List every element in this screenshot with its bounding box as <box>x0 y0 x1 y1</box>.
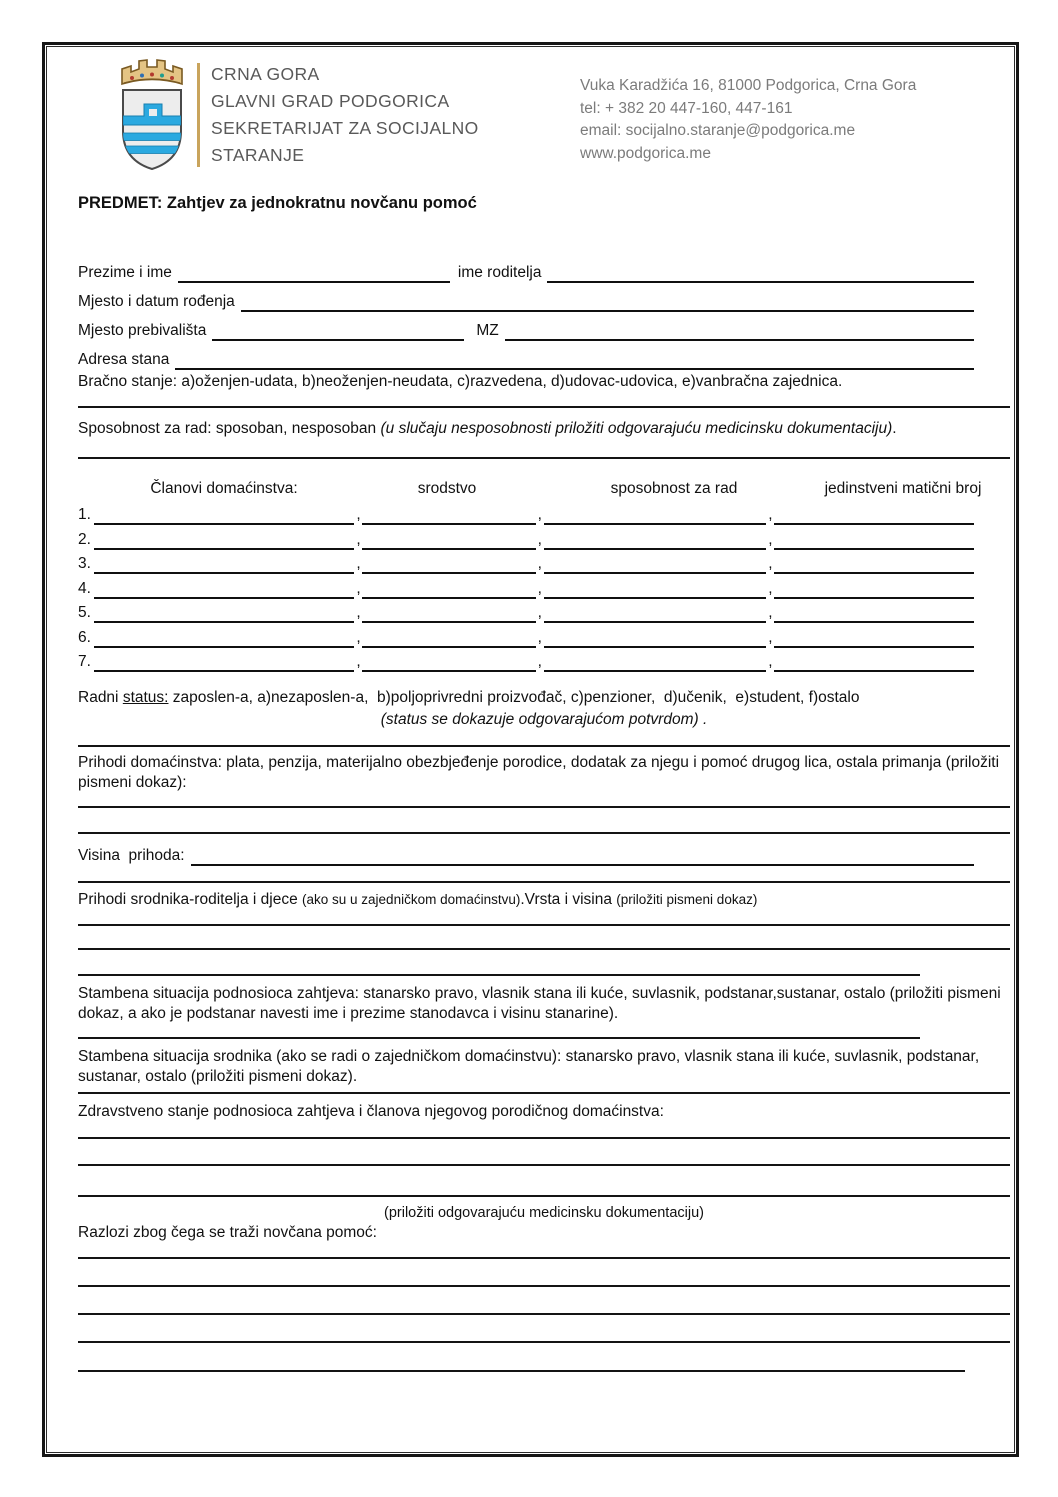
blank-write-line <box>78 948 1010 950</box>
household-row <box>78 525 1010 550</box>
ability-fill-line <box>544 575 767 599</box>
mz-label: MZ <box>476 322 499 340</box>
member-name-fill-line <box>94 599 354 623</box>
separator: , <box>356 579 361 597</box>
separator: , <box>537 506 542 524</box>
row-number: 7. <box>78 653 91 671</box>
work-status-prefix: Radni <box>78 689 123 707</box>
id-number-fill-line <box>774 624 974 648</box>
kinship-fill-line <box>362 575 535 599</box>
row-number: 3. <box>78 555 91 573</box>
separator: , <box>768 628 773 646</box>
income-amount-label: Visina prihoda: <box>78 846 185 864</box>
parent-name-fill-line <box>547 259 974 283</box>
separator: , <box>768 604 773 622</box>
blank-write-line <box>78 1370 965 1372</box>
separator: , <box>356 604 361 622</box>
separator: , <box>356 555 361 573</box>
ability-fill-line <box>544 648 767 672</box>
work-status-options: zaposlen-a, a)nezaposlen-a, b)poljoprivredni proizvođač, c)penzioner, d)učenik, e)student, f)ostalo <box>168 689 860 707</box>
blank-write-line <box>78 1313 1010 1315</box>
health-status-text: Zdravstveno stanje podnosioca zahtjeva i članova njegovog porodičnog domaćinstva: <box>78 1102 664 1120</box>
separator: , <box>356 506 361 524</box>
id-number-fill-line <box>774 575 974 599</box>
household-income-text: Prihodi domaćinstva: plata, penzija, materijalno obezbjeđenje porodice, dodatak za njegu i pomoć drugog lica, ostala primanja (priložiti pismeni dokaz): <box>78 753 1004 791</box>
id-number-fill-line <box>774 599 974 623</box>
blank-write-line <box>78 832 1010 834</box>
blank-write-line <box>78 1341 1010 1343</box>
address-row <box>78 343 974 370</box>
org-line: SEKRETARIJAT ZA SOCIJALNO <box>211 118 479 138</box>
logo-divider <box>197 63 200 167</box>
kinship-fill-line <box>362 648 535 672</box>
blank-write-line <box>78 924 1010 926</box>
work-status-word: status: <box>122 689 169 707</box>
member-name-fill-line <box>94 501 354 525</box>
separator: , <box>356 530 361 548</box>
name-row <box>78 256 974 283</box>
address-fill-line <box>175 346 974 370</box>
residence-row <box>78 314 974 341</box>
id-number-fill-line <box>774 526 974 550</box>
household-rows <box>78 501 1010 673</box>
org-line: STARANJE <box>211 145 305 165</box>
household-row <box>78 648 1010 673</box>
housing-relatives-text: Stambena situacija srodnika (ako se radi o zajedničkom domaćinstvu): stanarsko pravo, vlasnik stana ili kuće, suvlasnik, podstanar, sustanar, ostalo (priložiti pismeni dokaz). <box>78 1048 984 1085</box>
org-name-block <box>211 61 479 169</box>
blank-write-line <box>78 1137 1010 1139</box>
income-amount-fill-line <box>191 842 974 866</box>
member-name-fill-line <box>94 550 354 574</box>
id-number-fill-line <box>774 648 974 672</box>
id-number-fill-line <box>774 501 974 525</box>
reasons-label: Razlozi zbog čega se traži novčana pomoć: <box>78 1224 377 1242</box>
blank-write-line <box>78 1285 1010 1287</box>
relatives-income-p2: .Vrsta i visina <box>520 890 617 908</box>
household-col-ability: sposobnost za rad <box>610 479 738 497</box>
org-line: GLAVNI GRAD PODGORICA <box>211 91 450 111</box>
residence-fill-line <box>212 317 464 341</box>
row-number: 6. <box>78 628 91 646</box>
member-name-fill-line <box>94 648 354 672</box>
separator: , <box>356 628 361 646</box>
separator: , <box>768 530 773 548</box>
podgorica-coat-of-arms-icon <box>114 57 190 181</box>
separator: , <box>537 530 542 548</box>
relatives-income-note2: (priložiti pismeni dokaz) <box>616 891 758 907</box>
contact-address: Vuka Karadžića 16, 81000 Podgorica, Crna Gora <box>580 77 917 94</box>
parent-name-label: ime roditelja <box>457 264 542 282</box>
kinship-fill-line <box>362 550 535 574</box>
separator: , <box>537 555 542 573</box>
surname-name-fill-line <box>178 259 450 283</box>
residence-label: Mjesto prebivališta <box>78 322 207 340</box>
kinship-fill-line <box>362 599 535 623</box>
contact-email: email: socijalno.staranje@podgorica.me <box>580 122 856 139</box>
household-col-members: Članovi domaćinstva: <box>150 479 298 497</box>
row-number: 2. <box>78 530 91 548</box>
separator: , <box>356 653 361 671</box>
ability-fill-line <box>544 526 767 550</box>
household-col-kinship: srodstvo <box>417 479 477 497</box>
contact-block <box>580 75 916 165</box>
marital-status-text: Bračno stanje: a)oženjen-udata, b)neoženjen-neudata, c)razvedena, d)udovac-udovica, e)vanbračna zajednica. <box>78 373 843 391</box>
letterhead <box>78 55 1010 175</box>
member-name-fill-line <box>94 526 354 550</box>
household-row <box>78 550 1010 575</box>
address-label: Adresa stana <box>78 351 170 369</box>
income-amount-row <box>78 840 1010 866</box>
form-title: PREDMET: Zahtjev za jednokratnu novčanu pomoć <box>78 194 477 212</box>
blank-write-line <box>78 806 1010 808</box>
row-number: 1. <box>78 506 91 524</box>
relatives-income-text <box>78 890 1010 910</box>
row-number: 5. <box>78 604 91 622</box>
household-row <box>78 623 1010 648</box>
work-status-text <box>78 688 1010 708</box>
relatives-income-note1: (ako su u zajedničkom domaćinstvu) <box>302 891 521 907</box>
work-ability-text <box>78 419 1010 439</box>
household-row <box>78 574 1010 599</box>
blank-write-line <box>78 1164 1010 1166</box>
section-rule <box>78 1092 1010 1094</box>
contact-phone: tel: + 382 20 447-160, 447-161 <box>580 99 793 117</box>
birthplace-fill-line <box>241 288 974 312</box>
ability-fill-line <box>544 599 767 623</box>
relatives-income-p1: Prihodi srodnika-roditelja i djece <box>78 890 303 908</box>
section-rule <box>78 745 1010 747</box>
form-page <box>78 55 1010 1372</box>
row-number: 4. <box>78 579 91 597</box>
separator: , <box>537 628 542 646</box>
ability-fill-line <box>544 624 767 648</box>
blank-write-line <box>78 974 920 976</box>
kinship-fill-line <box>362 624 535 648</box>
household-col-id-number: jedinstveni matični broj <box>824 479 982 497</box>
kinship-fill-line <box>362 501 535 525</box>
separator: , <box>537 653 542 671</box>
blank-write-line <box>78 1257 1010 1259</box>
blank-write-line <box>78 1195 1010 1197</box>
blank-write-line <box>78 1037 920 1039</box>
separator: , <box>768 506 773 524</box>
birthplace-label: Mjesto i datum rođenja <box>78 293 235 311</box>
ability-fill-line <box>544 550 767 574</box>
work-ability-prefix: Sposobnost za rad: sposoban, nesposoban <box>78 419 381 437</box>
separator: , <box>768 555 773 573</box>
kinship-fill-line <box>362 526 535 550</box>
separator: , <box>768 579 773 597</box>
separator: , <box>537 579 542 597</box>
mz-fill-line <box>505 317 974 341</box>
separator: , <box>768 653 773 671</box>
household-header-row <box>78 479 1010 501</box>
section-rule <box>78 881 1010 883</box>
contact-website: www.podgorica.me <box>580 144 711 162</box>
medical-docs-note: (priložiti odgovarajuću medicinsku dokumentaciju) <box>384 1204 704 1221</box>
section-rule <box>78 406 1010 408</box>
work-ability-suffix: . <box>892 419 897 437</box>
housing-applicant-text: Stambena situacija podnosioca zahtjeva: stanarsko pravo, vlasnik stana ili kuće, suvlasnik, podstanar,sustanar, ostalo (priložiti pismeni dokaz, a ako je podstanar navesti ime i prezime stanodavca i visinu stanarine). <box>78 985 1006 1023</box>
work-ability-note: (u slučaju nesposobnosti priložiti odgovarajuću medicinsku dokumentaciju) <box>380 419 893 437</box>
work-status-note: (status se dokazuje odgovarajućom potvrdom) . <box>380 711 708 729</box>
org-line: CRNA GORA <box>211 64 320 84</box>
surname-name-label: Prezime i ime <box>78 264 172 282</box>
household-row <box>78 501 1010 526</box>
member-name-fill-line <box>94 624 354 648</box>
id-number-fill-line <box>774 550 974 574</box>
member-name-fill-line <box>94 575 354 599</box>
ability-fill-line <box>544 501 767 525</box>
household-row <box>78 599 1010 624</box>
birthplace-row <box>78 285 974 312</box>
identity-fields <box>78 256 1010 370</box>
section-rule <box>78 457 1010 459</box>
separator: , <box>537 604 542 622</box>
